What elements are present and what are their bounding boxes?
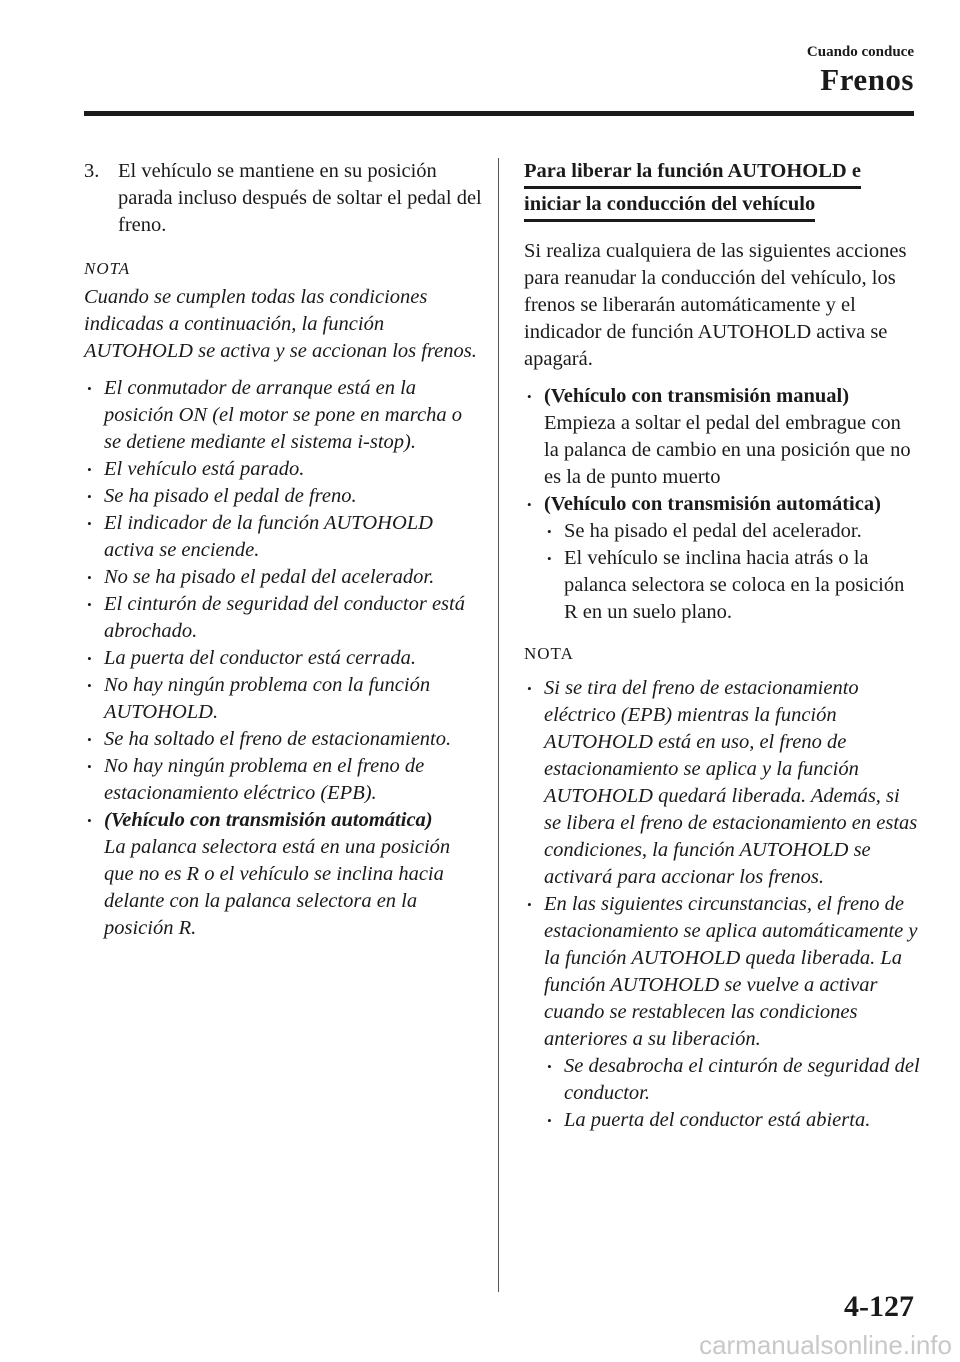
automatic-transmission-label: • (Vehículo con transmisión automática) [544,493,881,515]
condition-automatic-text: La palanca selectora está en una posición que no es R o el vehículo se inclina hacia delante con la palanca selectora en la posición R. [104,836,451,939]
list-item: • Se desabrocha el cinturón de seguridad del conductor. [544,1053,920,1107]
note-item-text: • En las siguientes circunstancias, el freno de estacionamiento se aplica automáticamente y la función AUTOHOLD queda liberada. La función AUTOHOLD se vuelve a activar cuando se restablecen las condiciones anteriores a su liberación. [544,893,918,1050]
list-item: • Se ha pisado el pedal de freno. [84,483,482,510]
watermark: carmanualsonline.info [699,1330,952,1360]
conditions-list [84,375,482,942]
manual-transmission-label: • (Vehículo con transmisión manual) [544,385,850,407]
list-item: • El conmutador de arranque está en la posición ON (el motor se pone en marcha o se detiene mediante el sistema i-stop). [84,375,482,456]
list-item [524,891,920,1134]
page-number: 4-127 [844,1290,914,1323]
step-number: 3. [84,160,100,182]
intro-paragraph: Si realiza cualquiera de las siguientes acciones para reanudar la conducción del vehículo, los frenos se liberarán automáticamente y el indicador de función AUTOHOLD activa se apagará. [524,240,907,370]
page-title: Frenos [820,62,914,97]
note-label: NOTA [524,644,574,663]
list-item: • Se ha soltado el freno de estacionamiento. [84,726,482,753]
condition-automatic-label: • (Vehículo con transmisión automática) [104,809,433,831]
list-item: • El cinturón de seguridad del conductor está abrochado. [84,591,482,645]
list-item: • El vehículo está parado. [84,456,482,483]
list-item [524,491,920,626]
section-label: Cuando conduce [806,44,914,60]
note-label: NOTA [84,259,131,278]
list-item [524,383,920,491]
step-text: El vehículo se mantiene en su posición parada incluso después de soltar el pedal del freno. [118,160,482,236]
automatic-actions-list [544,518,920,626]
header-rule [84,111,914,116]
note-list [524,675,920,1134]
list-item [84,807,482,942]
list-item: • Se ha pisado el pedal del acelerador. [544,518,920,545]
list-item: • No hay ningún problema en el freno de estacionamiento eléctrico (EPB). [84,753,482,807]
release-actions-list [524,383,920,626]
column-divider [498,158,499,1292]
heading-line-1: Para liberar la función AUTOHOLD e [524,158,861,189]
note-intro: Cuando se cumplen todas las condiciones indicadas a continuación, la función AUTOHOLD se activa y se accionan los frenos. [84,286,477,362]
list-item: • El vehículo se inclina hacia atrás o la palanca selectora se coloca en la posición R en un suelo plano. [544,545,920,626]
list-item: • No se ha pisado el pedal del acelerador. [84,564,482,591]
list-item: • Si se tira del freno de estacionamiento eléctrico (EPB) mientras la función AUTOHOLD está en uso, el freno de estacionamiento se aplica y la función AUTOHOLD quedará liberada. Además, si se libera el freno de estacionamiento en estas condiciones, la función AUTOHOLD se activará para accionar los frenos. [524,675,920,891]
note-sub-list [544,1053,920,1134]
section-heading [524,158,920,224]
step-3 [84,158,482,239]
manual-transmission-text: Empieza a soltar el pedal del embrague con la palanca de cambio en una posición que no es la de punto muerto [544,412,911,488]
list-item: • El indicador de la función AUTOHOLD activa se enciende. [84,510,482,564]
right-column [524,158,920,1134]
list-item: • No hay ningún problema con la función AUTOHOLD. [84,672,482,726]
list-item: • La puerta del conductor está cerrada. [84,645,482,672]
left-column [84,158,482,942]
heading-line-2: iniciar la conducción del vehículo [524,191,815,222]
list-item: • La puerta del conductor está abierta. [544,1107,920,1134]
